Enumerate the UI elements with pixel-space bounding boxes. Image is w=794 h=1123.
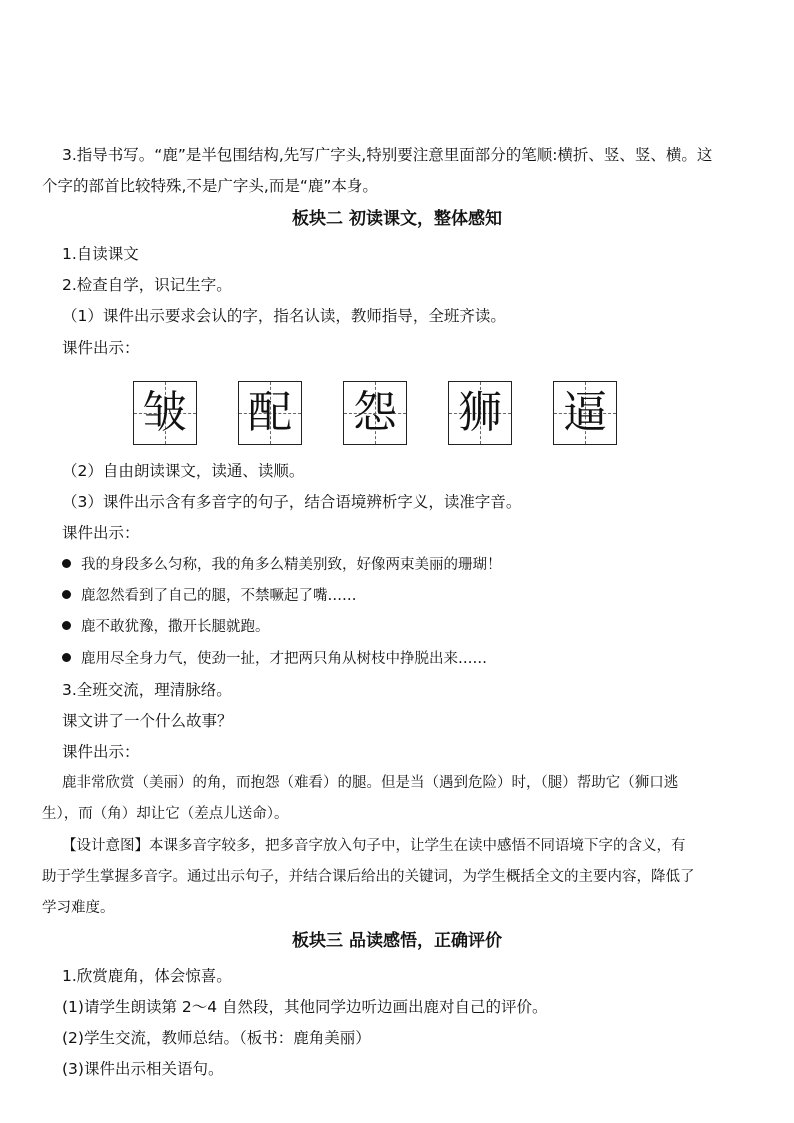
design-intent-line-1: 【设计意图】本课多音字较多，把多音字放入句子中，让学生在读中感悟不同语境下字的含义，有 <box>62 838 686 854</box>
section-3-sub-1: (1)请学生朗读第 2～4 自然段，其他同学边听边画出鹿对自己的评价。 <box>62 998 548 1016</box>
example-sentence: 鹿忽然看到了自己的腿，不禁噘起了嘴…… <box>62 586 357 606</box>
section-2-item-2: 2.检查自学，识记生字。 <box>62 276 232 294</box>
bullet-icon <box>62 653 71 662</box>
section-2-sub-3: （3）课件出示含有多音字的句子，结合语境辨析字义，读准字音。 <box>62 493 522 511</box>
design-intent-line-2: 助于学生掌握多音字。通过出示句子，并结合课后给出的关键词，为学生概括全文的主要内容，降低了 <box>42 869 695 885</box>
example-sentence: 鹿不敢犹豫，撒开长腿就跑。 <box>62 617 270 637</box>
section-2-item-1: 1.自读课文 <box>62 245 139 263</box>
story-question: 课文讲了一个什么故事？ <box>62 712 233 730</box>
section-3-item-1: 1.欣赏鹿角，体会惊喜。 <box>62 967 232 985</box>
character-glyph: 皱 <box>143 387 187 438</box>
writing-guide-line-1: 3.指导书写。“鹿”是半包围结构,先写广字头,特别要注意里面部分的笔顺:横折、竖、竖、横。这 <box>62 146 713 164</box>
courseware-label: 课件出示： <box>62 524 140 542</box>
character-box-2 <box>238 381 302 445</box>
design-intent-line-3: 学习难度。 <box>42 900 115 916</box>
character-box-5 <box>553 381 617 445</box>
courseware-label: 课件出示： <box>62 743 140 761</box>
character-box-1 <box>133 381 197 445</box>
story-summary-line-1: 鹿非常欣赏（美丽）的角，而抱怨（难看）的腿。但是当（遇到危险）时，（腿）帮助它（狮口逃 <box>62 775 679 791</box>
character-glyph: 逼 <box>563 387 607 438</box>
courseware-label: 课件出示： <box>62 339 140 357</box>
bullet-icon <box>62 590 71 599</box>
bullet-icon <box>62 559 71 568</box>
section-3-sub-3: (3)课件出示相关语句。 <box>62 1060 224 1078</box>
example-sentence: 我的身段多么匀称，我的角多么精美别致，好像两束美丽的珊瑚！ <box>62 555 502 575</box>
character-glyph: 狮 <box>458 387 502 438</box>
writing-guide-line-2: 个字的部首比较特殊,不是广字头,而是“鹿”本身。 <box>42 177 378 195</box>
bullet-icon <box>62 621 71 630</box>
example-sentence: 鹿用尽全身力气，使劲一扯，才把两只角从树枝中挣脱出来…… <box>62 649 487 669</box>
section-2-title: 板块二 初读课文，整体感知 <box>292 209 502 229</box>
story-summary-line-2: 生），而（角）却让它（差点儿送命）。 <box>42 806 289 822</box>
character-box-4 <box>448 381 512 445</box>
section-2-item-3: 3.全班交流，理清脉络。 <box>62 681 232 699</box>
section-3-title: 板块三 品读感悟，正确评价 <box>292 931 502 951</box>
section-2-sub-1: （1）课件出示要求会认的字，指名认读，教师指导，全班齐读。 <box>62 307 506 325</box>
section-3-sub-2: (2)学生交流，教师总结。（板书：鹿角美丽） <box>62 1029 371 1047</box>
character-box-3 <box>343 381 407 445</box>
character-glyph: 怨 <box>353 387 397 438</box>
section-2-sub-2: （2）自由朗读课文，读通、读顺。 <box>62 462 305 480</box>
character-glyph: 配 <box>248 387 292 438</box>
